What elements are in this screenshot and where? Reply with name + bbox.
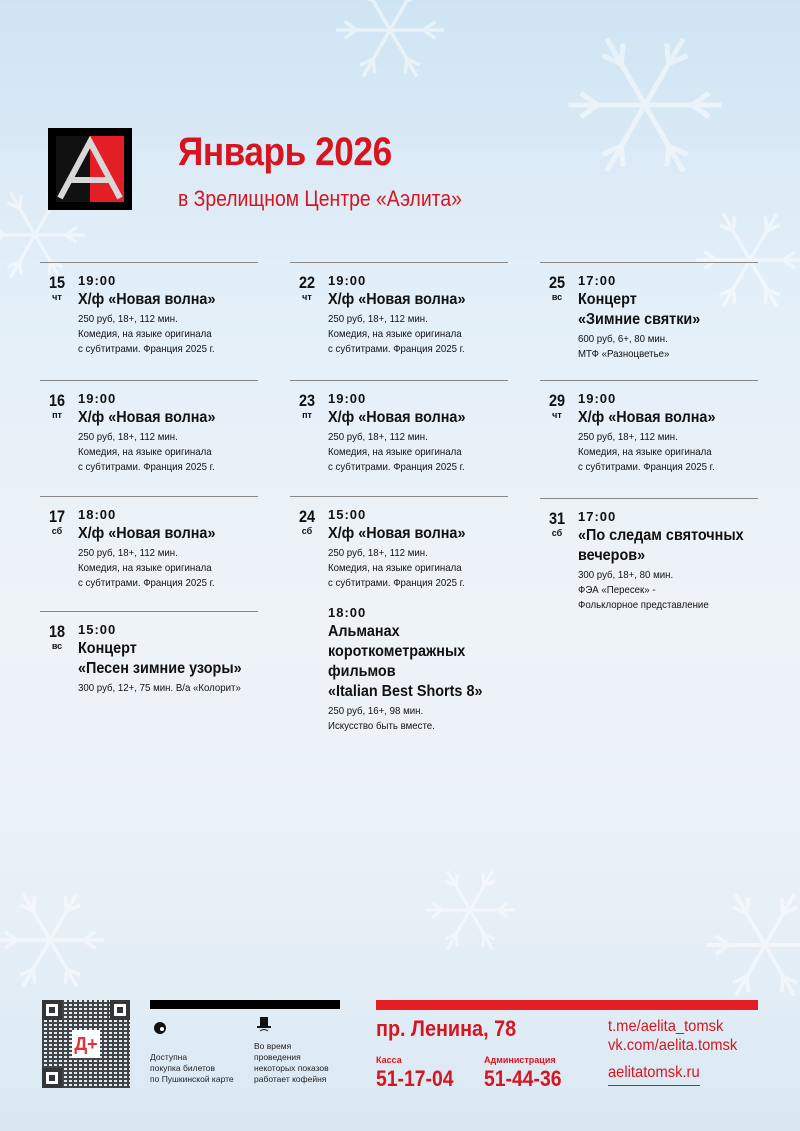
snowflake-icon [0, 880, 110, 1000]
event [78, 391, 258, 475]
page-subtitle: в Зрелищном Центре «Аэлита» [178, 186, 462, 211]
event [78, 622, 258, 696]
admin-label: Администрация [484, 1055, 556, 1065]
day-number: 16 [48, 391, 66, 410]
weekday: чт [552, 410, 562, 420]
qr-code[interactable] [42, 1000, 130, 1088]
event-details: 250 руб, 18+, 112 мин. [78, 313, 178, 325]
event [328, 391, 508, 475]
event-details: с субтитрами. Франция 2025 г. [78, 343, 215, 355]
event [78, 507, 258, 591]
event-title: короткометражных [328, 643, 466, 660]
weekday: вс [551, 292, 563, 302]
event-details: с субтитрами. Франция 2025 г. [328, 343, 465, 355]
event-title: Х/ф «Новая волна» [328, 409, 466, 426]
event-details: с субтитрами. Франция 2025 г. [78, 577, 215, 589]
event-details: 250 руб, 18+, 112 мин. [328, 547, 428, 559]
weekday: сб [551, 528, 563, 538]
schedule-day [40, 380, 258, 475]
website-link[interactable]: aelitatomsk.ru [608, 1064, 700, 1086]
event-title: «По следам святочных [578, 527, 744, 544]
weekday: сб [51, 526, 63, 536]
event-details: 300 руб, 18+, 80 мин. [578, 569, 674, 581]
schedule-day [540, 380, 758, 475]
top-hat-icon [256, 1016, 272, 1032]
event-title: Концерт [578, 291, 637, 308]
event-title: Х/ф «Новая волна» [328, 525, 466, 542]
schedule-day [40, 611, 258, 696]
weekday: чт [302, 292, 312, 302]
event [78, 273, 258, 357]
footer-divider-red [376, 1000, 758, 1010]
event-time: 19:00 [328, 273, 367, 288]
schedule-day [290, 496, 508, 734]
day-number: 17 [48, 507, 66, 526]
schedule-day [540, 498, 758, 613]
cafe-note: Во время проведения некоторых показов работает кофейня [254, 1041, 329, 1084]
event-time: 19:00 [78, 391, 117, 406]
event-details: Комедия, на языке оригинала [78, 328, 212, 340]
date [292, 507, 322, 536]
event [578, 391, 758, 475]
event-details: Комедия, на языке оригинала [328, 328, 462, 340]
event-details: Комедия, на языке оригинала [328, 446, 462, 458]
event-details: 300 руб, 12+, 75 мин. В/а «Колорит» [78, 682, 241, 694]
date [42, 273, 72, 302]
event-details: 250 руб, 18+, 112 мин. [578, 431, 678, 443]
event-details: МТФ «Разноцветье» [578, 348, 670, 360]
box-office-label: Касса [376, 1055, 402, 1065]
schedule-day [290, 380, 508, 475]
weekday: чт [52, 292, 62, 302]
pushkin-card-icon: Д+ [72, 1030, 100, 1058]
day-number: 15 [48, 273, 66, 292]
event-time: 17:00 [578, 509, 617, 524]
day-number: 25 [548, 273, 566, 292]
event-title: Концерт [78, 640, 137, 657]
pushkin-card-note: Доступна покупка билетов по Пушкинской карте [150, 1052, 234, 1084]
snowflake-icon [420, 860, 520, 960]
event-title: Х/ф «Новая волна» [78, 291, 216, 308]
event-title: Х/ф «Новая волна» [78, 409, 216, 426]
event-time: 18:00 [328, 605, 367, 620]
event-details: 250 руб, 18+, 112 мин. [78, 431, 178, 443]
day-number: 22 [298, 273, 316, 292]
vk-link[interactable]: vk.com/aelita.tomsk [608, 1037, 738, 1054]
day-number: 18 [48, 622, 66, 641]
event [328, 273, 508, 357]
event-details: Комедия, на языке оригинала [328, 562, 462, 574]
event-title: «Песен зимние узоры» [78, 660, 242, 677]
date [542, 391, 572, 420]
date [292, 391, 322, 420]
event-title: «Italian Best Shorts 8» [328, 683, 483, 700]
event [328, 605, 508, 734]
event-details: с субтитрами. Франция 2025 г. [78, 461, 215, 473]
date [292, 273, 322, 302]
event-details: 600 руб, 6+, 80 мин. [578, 333, 668, 345]
day-number: 24 [298, 507, 316, 526]
weekday: пт [52, 410, 62, 420]
event-time: 19:00 [78, 273, 117, 288]
event-details: с субтитрами. Франция 2025 г. [578, 461, 715, 473]
event-details: Фольклорное представление [578, 599, 709, 611]
date [42, 391, 72, 420]
event [578, 509, 758, 613]
event-details: 250 руб, 18+, 112 мин. [328, 431, 428, 443]
event-details: Комедия, на языке оригинала [78, 562, 212, 574]
event-details: Комедия, на языке оригинала [78, 446, 212, 458]
weekday: сб [301, 526, 313, 536]
day-number: 23 [298, 391, 316, 410]
schedule-day [40, 262, 258, 357]
schedule-day [540, 262, 758, 362]
footer-divider-black [150, 1000, 340, 1009]
event-details: с субтитрами. Франция 2025 г. [328, 577, 465, 589]
snowflake-icon [700, 880, 800, 1010]
day-number: 29 [548, 391, 566, 410]
event-title: Х/ф «Новая волна» [78, 525, 216, 542]
weekday: вс [51, 641, 63, 651]
snowflake-icon [560, 20, 730, 190]
aelita-logo [48, 128, 132, 210]
schedule-day [290, 262, 508, 357]
event-time: 15:00 [328, 507, 367, 522]
event-title: «Зимние святки» [578, 311, 701, 328]
weekday: пт [302, 410, 312, 420]
address: пр. Ленина, 78 [376, 1016, 517, 1041]
event-details: 250 руб, 18+, 112 мин. [78, 547, 178, 559]
event [578, 273, 758, 362]
page-title: Январь 2026 [178, 130, 392, 174]
event-details: Комедия, на языке оригинала [578, 446, 712, 458]
event-time: 18:00 [78, 507, 117, 522]
event-details: Искусство быть вместе. [328, 720, 435, 732]
event-details: 250 руб, 18+, 112 мин. [328, 313, 428, 325]
event-title: Х/ф «Новая волна» [328, 291, 466, 308]
event-title: вечеров» [578, 547, 646, 564]
event-time: 19:00 [328, 391, 367, 406]
event-time: 15:00 [78, 622, 117, 637]
day-number: 31 [548, 509, 566, 528]
event-details: 250 руб, 16+, 98 мин. [328, 705, 424, 717]
admin-phone[interactable]: 51-44-36 [484, 1066, 562, 1091]
date [542, 273, 572, 302]
snowflake-icon [330, 0, 450, 90]
event-details: ФЭА «Пересек» - [578, 584, 656, 596]
event-time: 17:00 [578, 273, 617, 288]
event-title: Альманах [328, 623, 400, 640]
telegram-link[interactable]: t.me/aelita_tomsk [608, 1018, 724, 1035]
schedule-day [40, 496, 258, 591]
event-time: 19:00 [578, 391, 617, 406]
box-office-phone[interactable]: 51-17-04 [376, 1066, 454, 1091]
event-title: фильмов [328, 663, 396, 680]
event-details: с субтитрами. Франция 2025 г. [328, 461, 465, 473]
date [42, 622, 72, 651]
event-title: Х/ф «Новая волна» [578, 409, 716, 426]
date [542, 509, 572, 538]
pushkin-icon [152, 1020, 168, 1036]
date [42, 507, 72, 536]
event [328, 507, 508, 591]
